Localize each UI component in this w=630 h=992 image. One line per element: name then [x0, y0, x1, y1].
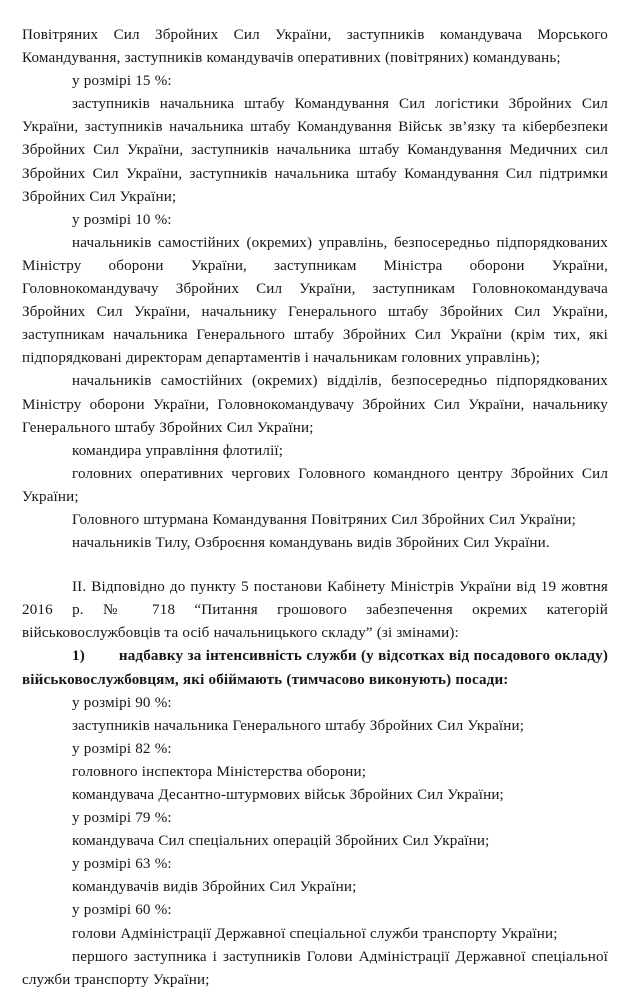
- item-commander-air-assault-forces: командувача Десантно-штурмових військ Збройних Сил України;: [72, 787, 504, 803]
- item-commander-special-operations-forces: командувача Сил спеціальних операцій Збройних Сил України;: [72, 833, 490, 850]
- rate-line-15: у розмірі 15 %:: [72, 73, 172, 90]
- paragraph-independent-departments: начальників самостійних (окремих) відділів, безпосередньо підпорядкованих Міністру оборони України, Головнокомандувачу Збройних Сил України, начальнику Генерального штабу Збройних Сил України;: [22, 373, 608, 436]
- rate-line-10: у розмірі 10 %:: [72, 211, 172, 228]
- rate-line-63: у розмірі 63 %:: [72, 856, 172, 873]
- item-number: 1): [72, 648, 85, 665]
- rate-line-79: у розмірі 79 %:: [72, 810, 172, 827]
- rate-line-60: у розмірі 60 %:: [72, 902, 172, 919]
- item-deputy-chiefs-general-staff: заступників начальника Генерального штабу Збройних Сил України;: [72, 717, 525, 734]
- item-head-state-special-transport-service: голови Адміністрації Державної спеціальної служби транспорту України;: [72, 925, 558, 942]
- rate-line-82: у розмірі 82 %:: [72, 740, 172, 757]
- rate-line-90: у розмірі 90 %:: [72, 694, 172, 711]
- document-text-column: [22, 24, 608, 992]
- paragraph-first-deputy-and-deputies: першого заступника і заступників Голови Адміністрації Державної спеціальної служби транспорту України;: [22, 948, 608, 988]
- item-commanders-of-service-branches: командувачів видів Збройних Сил України;: [72, 879, 357, 896]
- paragraph-continuation: Повітряних Сил Збройних Сил України, заступників командувача Морського Командування, заступників командувачів оперативних (повітряних) командувань;: [22, 27, 608, 67]
- item-text: надбавку за інтенсивність служби (у відсотках від посадового окладу) військовослужбовцям, які обіймають (тимчасово виконують) посади:: [22, 648, 608, 688]
- item-flotilla-commander: командира управління флотилії;: [72, 442, 284, 459]
- paragraph-deputy-chiefs-logistics: заступників начальника штабу Командування Сил логістики Збройних Сил України, заступників начальника штабу Командування Військ зв’язку та кібербезпеки Збройних Сил України, заступників начальника штабу Командування Медичних сил Збройних Сил України, заступників начальника штабу Командування Сил підтримки Збройних Сил України;: [22, 96, 608, 205]
- section-heading-ii: II. Відповідно до пункту 5 постанови Кабінету Міністрів України від 19 жовтня 2016 р. № 718 “Питання грошового забезпечення окремих категорій військовослужбовців та осіб начальницького складу” (зі змінами):: [22, 579, 608, 642]
- section-spacer: [22, 555, 608, 576]
- paragraph-chief-operational-duty-officers: головних оперативних чергових Головного командного центру Збройних Сил України;: [22, 465, 608, 505]
- item-rear-armament-chiefs: начальників Тилу, Озброєння командувань видів Збройних Сил України.: [72, 535, 550, 552]
- numbered-item-1: [22, 645, 608, 691]
- paragraph-chief-navigator-air-force: Головного штурмана Командування Повітряних Сил Збройних Сил України;: [72, 511, 576, 528]
- item-chief-inspector-mod: головного інспектора Міністерства оборони;: [72, 763, 367, 780]
- paragraph-independent-directorates: начальників самостійних (окремих) управлінь, безпосередньо підпорядкованих Міністру оборони України, заступникам Міністра оборони України, Головнокомандувачу Збройних Сил України, заступникам Головнокомандувача Збройних Сил України, начальнику Генерального штабу Збройних Сил України, заступникам начальника Генерального штабу Збройних Сил України (крім тих, які підпорядковані директорам департаментів і начальникам головних управлінь);: [22, 234, 608, 367]
